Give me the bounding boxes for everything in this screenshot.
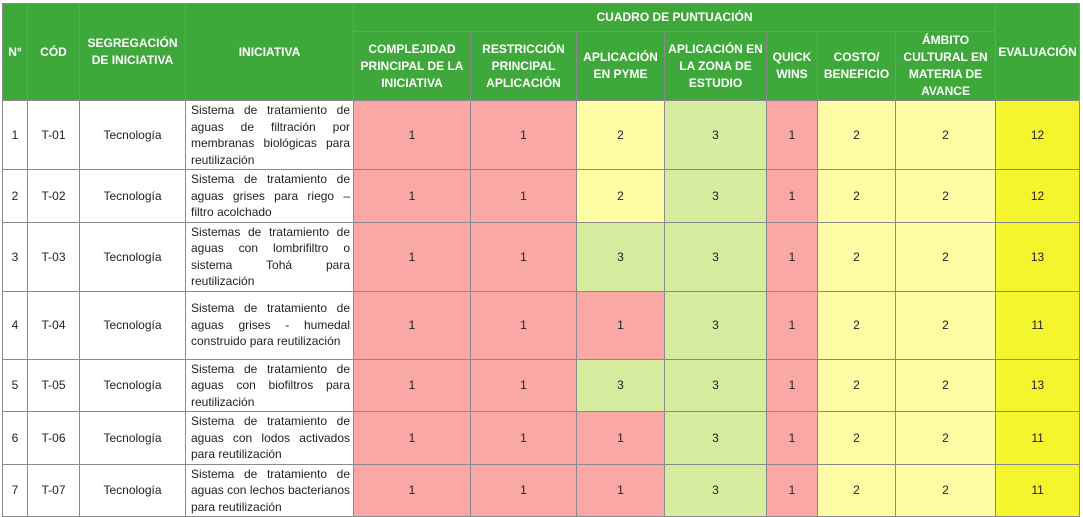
row-code: T-01 (28, 101, 80, 170)
table-row (3, 222, 1080, 291)
score-restriccion: 1 (471, 359, 577, 412)
score-costo-beneficio: 2 (818, 412, 896, 465)
header-criterio-ambito-cultural: ÁMBITO CULTURAL EN MATERIA DE AVANCE (896, 32, 996, 101)
header-segregacion: SEGREGACIÓN DE INICIATIVA (80, 4, 186, 101)
row-segregacion: Tecnología (80, 359, 186, 412)
score-costo-beneficio: 2 (818, 291, 896, 359)
score-zona-estudio: 3 (665, 412, 767, 465)
score-restriccion: 1 (471, 464, 577, 517)
score-complejidad: 1 (354, 222, 471, 291)
score-pyme: 1 (577, 291, 665, 359)
score-quick-wins: 1 (767, 170, 818, 223)
score-complejidad: 1 (354, 170, 471, 223)
row-code: T-06 (28, 412, 80, 465)
row-evaluacion: 12 (996, 101, 1080, 170)
row-code: T-05 (28, 359, 80, 412)
score-zona-estudio: 3 (665, 222, 767, 291)
score-zona-estudio: 3 (665, 170, 767, 223)
score-pyme: 3 (577, 359, 665, 412)
score-costo-beneficio: 2 (818, 101, 896, 170)
header-criterio-restriccion: RESTRICCIÓN PRINCIPAL APLICACIÓN (471, 32, 577, 101)
row-iniciativa: Sistemas de tratamiento de aguas con lombrifiltro o sistema Tohá para reutilización (186, 222, 354, 291)
score-zona-estudio: 3 (665, 464, 767, 517)
table-row (3, 291, 1080, 359)
row-iniciativa: Sistema de tratamiento de aguas con biofiltros para reutilización (186, 359, 354, 412)
row-segregacion: Tecnología (80, 412, 186, 465)
score-pyme: 3 (577, 222, 665, 291)
header-evaluacion: EVALUACIÓN (996, 4, 1080, 101)
table-body (3, 101, 1080, 517)
score-ambito-cultural: 2 (896, 101, 996, 170)
header-criterio-pyme: APLICACIÓN EN PYME (577, 32, 665, 101)
header-cod: CÓD (28, 4, 80, 101)
row-code: T-03 (28, 222, 80, 291)
row-number: 5 (3, 359, 28, 412)
row-iniciativa: Sistema de tratamiento de aguas grises para riego – filtro acolchado (186, 170, 354, 223)
score-restriccion: 1 (471, 412, 577, 465)
score-complejidad: 1 (354, 412, 471, 465)
row-segregacion: Tecnología (80, 291, 186, 359)
score-ambito-cultural: 2 (896, 170, 996, 223)
score-zona-estudio: 3 (665, 101, 767, 170)
score-pyme: 1 (577, 464, 665, 517)
score-restriccion: 1 (471, 222, 577, 291)
score-costo-beneficio: 2 (818, 464, 896, 517)
header-criterio-zona-estudio: APLICACIÓN EN LA ZONA DE ESTUDIO (665, 32, 767, 101)
score-pyme: 2 (577, 101, 665, 170)
row-segregacion: Tecnología (80, 170, 186, 223)
row-evaluacion: 11 (996, 412, 1080, 465)
score-quick-wins: 1 (767, 464, 818, 517)
row-segregacion: Tecnología (80, 222, 186, 291)
score-complejidad: 1 (354, 291, 471, 359)
row-code: T-04 (28, 291, 80, 359)
row-code: T-02 (28, 170, 80, 223)
table-row (3, 359, 1080, 412)
header-cuadro-puntuacion: CUADRO DE PUNTUACIÓN (354, 4, 996, 32)
score-zona-estudio: 3 (665, 291, 767, 359)
score-quick-wins: 1 (767, 359, 818, 412)
score-complejidad: 1 (354, 359, 471, 412)
header-n: N° (3, 4, 28, 101)
score-quick-wins: 1 (767, 412, 818, 465)
row-iniciativa: Sistema de tratamiento de aguas con lechos bacterianos para reutilización (186, 464, 354, 517)
row-evaluacion: 12 (996, 170, 1080, 223)
row-segregacion: Tecnología (80, 101, 186, 170)
header-criterio-costo-beneficio: COSTO/ BENEFICIO (818, 32, 896, 101)
score-ambito-cultural: 2 (896, 412, 996, 465)
score-pyme: 2 (577, 170, 665, 223)
score-restriccion: 1 (471, 170, 577, 223)
score-complejidad: 1 (354, 101, 471, 170)
row-iniciativa: Sistema de tratamiento de aguas con lodos activados para reutilización (186, 412, 354, 465)
score-quick-wins: 1 (767, 101, 818, 170)
row-number: 6 (3, 412, 28, 465)
scoring-table (2, 3, 1080, 517)
row-segregacion: Tecnología (80, 464, 186, 517)
score-quick-wins: 1 (767, 222, 818, 291)
row-number: 3 (3, 222, 28, 291)
table-row (3, 412, 1080, 465)
table-row (3, 101, 1080, 170)
header-criterio-complejidad: COMPLEJIDAD PRINCIPAL DE LA INICIATIVA (354, 32, 471, 101)
score-pyme: 1 (577, 412, 665, 465)
row-number: 7 (3, 464, 28, 517)
score-ambito-cultural: 2 (896, 464, 996, 517)
row-number: 4 (3, 291, 28, 359)
row-evaluacion: 13 (996, 359, 1080, 412)
score-zona-estudio: 3 (665, 359, 767, 412)
score-ambito-cultural: 2 (896, 222, 996, 291)
header-criterio-quick-wins: QUICK WINS (767, 32, 818, 101)
score-restriccion: 1 (471, 101, 577, 170)
row-iniciativa: Sistema de tratamiento de aguas de filtración por membranas biológicas para reutilización (186, 101, 354, 170)
table-row (3, 170, 1080, 223)
row-number: 2 (3, 170, 28, 223)
row-number: 1 (3, 101, 28, 170)
score-restriccion: 1 (471, 291, 577, 359)
row-evaluacion: 11 (996, 291, 1080, 359)
score-costo-beneficio: 2 (818, 170, 896, 223)
row-evaluacion: 13 (996, 222, 1080, 291)
row-code: T-07 (28, 464, 80, 517)
score-costo-beneficio: 2 (818, 359, 896, 412)
score-ambito-cultural: 2 (896, 359, 996, 412)
row-iniciativa: Sistema de tratamiento de aguas grises - humedal construido para reutilización (186, 291, 354, 359)
score-quick-wins: 1 (767, 291, 818, 359)
score-costo-beneficio: 2 (818, 222, 896, 291)
row-evaluacion: 11 (996, 464, 1080, 517)
score-complejidad: 1 (354, 464, 471, 517)
score-ambito-cultural: 2 (896, 291, 996, 359)
header-iniciativa: INICIATIVA (186, 4, 354, 101)
